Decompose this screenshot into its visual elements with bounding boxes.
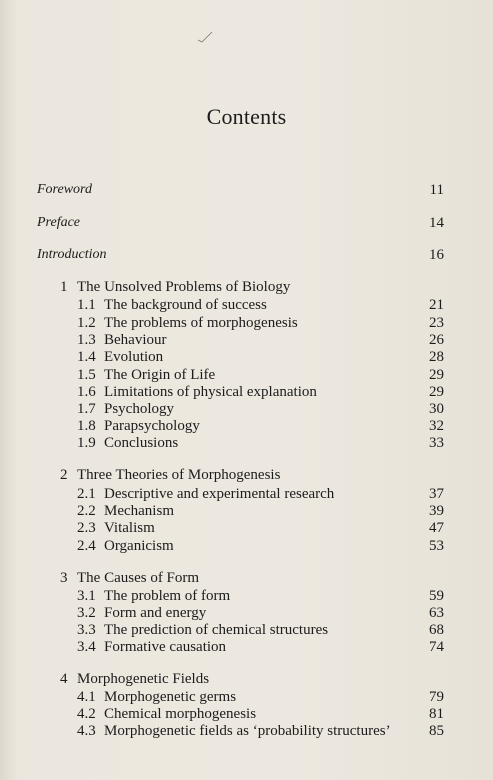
section-number: 1.9 bbox=[77, 435, 96, 451]
toc-section bbox=[0, 722, 493, 740]
section-number: 1.2 bbox=[77, 315, 96, 331]
toc-section bbox=[0, 688, 493, 706]
section-number: 2.4 bbox=[77, 538, 96, 554]
section-number: 1.1 bbox=[77, 297, 96, 313]
toc-section bbox=[0, 366, 493, 384]
section-title: Organicism bbox=[104, 538, 174, 554]
section-number: 1.6 bbox=[77, 384, 96, 400]
section-number: 2.1 bbox=[77, 486, 96, 502]
toc-entry-introduction bbox=[0, 246, 493, 264]
toc-section bbox=[0, 519, 493, 537]
section-title: Behaviour bbox=[104, 332, 167, 348]
toc-section bbox=[0, 502, 493, 520]
toc-section bbox=[0, 296, 493, 314]
chapter-title: The Unsolved Problems of Biology bbox=[77, 279, 291, 295]
section-title: The problem of form bbox=[104, 588, 231, 604]
toc-section bbox=[0, 434, 493, 452]
section-title: The prediction of chemical structures bbox=[104, 622, 329, 638]
toc-page-number: 79 bbox=[429, 689, 444, 705]
chapter-heading bbox=[0, 670, 493, 688]
section-title: Morphogenetic fields as ‘probability structures’ bbox=[104, 723, 391, 739]
section-number: 4.1 bbox=[77, 689, 96, 705]
section-number: 3.1 bbox=[77, 588, 96, 604]
section-title: Evolution bbox=[104, 349, 164, 365]
chapter-number: 3 bbox=[60, 570, 68, 586]
toc-page-number: 26 bbox=[429, 332, 444, 348]
toc-page-number: 68 bbox=[429, 622, 444, 638]
section-title: Form and energy bbox=[104, 605, 207, 621]
section-title: Mechanism bbox=[104, 503, 174, 519]
chapter-title: The Causes of Form bbox=[77, 570, 200, 586]
chapter-heading bbox=[0, 278, 493, 296]
chapter-heading bbox=[0, 569, 493, 587]
toc-page-number: 85 bbox=[429, 723, 444, 739]
section-title: The problems of morphogenesis bbox=[104, 315, 298, 331]
section-number: 1.3 bbox=[77, 332, 96, 348]
toc-page-number: 29 bbox=[429, 367, 444, 383]
toc-page-number: 14 bbox=[429, 215, 444, 231]
chapter-heading bbox=[0, 466, 493, 484]
section-title: Descriptive and experimental research bbox=[104, 486, 335, 502]
section-title: Psychology bbox=[104, 401, 175, 417]
toc-section bbox=[0, 485, 493, 503]
section-number: 3.2 bbox=[77, 605, 96, 621]
toc-entry-title: Preface bbox=[37, 215, 81, 230]
toc-page-number: 28 bbox=[429, 349, 444, 365]
toc-section bbox=[0, 348, 493, 366]
section-number: 1.8 bbox=[77, 418, 96, 434]
chapter-title: Three Theories of Morphogenesis bbox=[77, 467, 281, 483]
chapter-number: 2 bbox=[60, 467, 68, 483]
toc-page-number: 59 bbox=[429, 588, 444, 604]
toc-entry-title: Foreword bbox=[37, 182, 92, 197]
section-number: 1.7 bbox=[77, 401, 96, 417]
section-title: Chemical morphogenesis bbox=[104, 706, 257, 722]
toc-page-number: 16 bbox=[429, 247, 444, 263]
section-title: Parapsychology bbox=[104, 418, 200, 434]
toc-section bbox=[0, 537, 493, 555]
section-title: Formative causation bbox=[104, 639, 227, 655]
toc-section bbox=[0, 331, 493, 349]
section-title: Conclusions bbox=[104, 435, 179, 451]
section-number: 3.4 bbox=[77, 639, 96, 655]
chapter-number: 1 bbox=[60, 279, 68, 295]
pencil-tick-mark bbox=[197, 31, 213, 43]
toc-section bbox=[0, 587, 493, 605]
toc-section bbox=[0, 621, 493, 639]
toc-page-number: 23 bbox=[429, 315, 444, 331]
section-title: Limitations of physical explanation bbox=[104, 384, 317, 400]
section-title: Morphogenetic germs bbox=[104, 689, 237, 705]
section-number: 3.3 bbox=[77, 622, 96, 638]
toc-section bbox=[0, 604, 493, 622]
chapter-number: 4 bbox=[60, 671, 68, 687]
section-number: 1.5 bbox=[77, 367, 96, 383]
toc-page-number: 81 bbox=[429, 706, 444, 722]
toc-page-number: 53 bbox=[429, 538, 444, 554]
toc-section bbox=[0, 314, 493, 332]
toc-page-number: 63 bbox=[429, 605, 444, 621]
chapter-title: Morphogenetic Fields bbox=[77, 671, 210, 687]
toc-section bbox=[0, 417, 493, 435]
toc-section bbox=[0, 383, 493, 401]
toc-entry-title: Introduction bbox=[37, 247, 107, 262]
toc-section bbox=[0, 400, 493, 418]
toc-page-number: 47 bbox=[429, 520, 444, 536]
section-number: 4.3 bbox=[77, 723, 96, 739]
section-number: 4.2 bbox=[77, 706, 96, 722]
section-title: The Origin of Life bbox=[104, 367, 216, 383]
toc-page-number: 33 bbox=[429, 435, 444, 451]
toc-page-number: 30 bbox=[429, 401, 444, 417]
toc-page-number: 29 bbox=[429, 384, 444, 400]
toc-page-number: 39 bbox=[429, 503, 444, 519]
section-number: 2.2 bbox=[77, 503, 96, 519]
toc-entry-preface bbox=[0, 214, 493, 232]
toc-section bbox=[0, 705, 493, 723]
toc-page-number: 74 bbox=[429, 639, 444, 655]
toc-page-number: 11 bbox=[429, 182, 444, 198]
toc-page-number: 21 bbox=[429, 297, 444, 313]
toc-page-number: 37 bbox=[429, 486, 444, 502]
toc-section bbox=[0, 638, 493, 656]
section-number: 2.3 bbox=[77, 520, 96, 536]
toc-entry-foreword bbox=[0, 181, 493, 199]
page-title: Contents bbox=[206, 104, 287, 129]
section-title: Vitalism bbox=[104, 520, 155, 536]
section-number: 1.4 bbox=[77, 349, 96, 365]
section-title: The background of success bbox=[104, 297, 267, 313]
toc-page-number: 32 bbox=[429, 418, 444, 434]
